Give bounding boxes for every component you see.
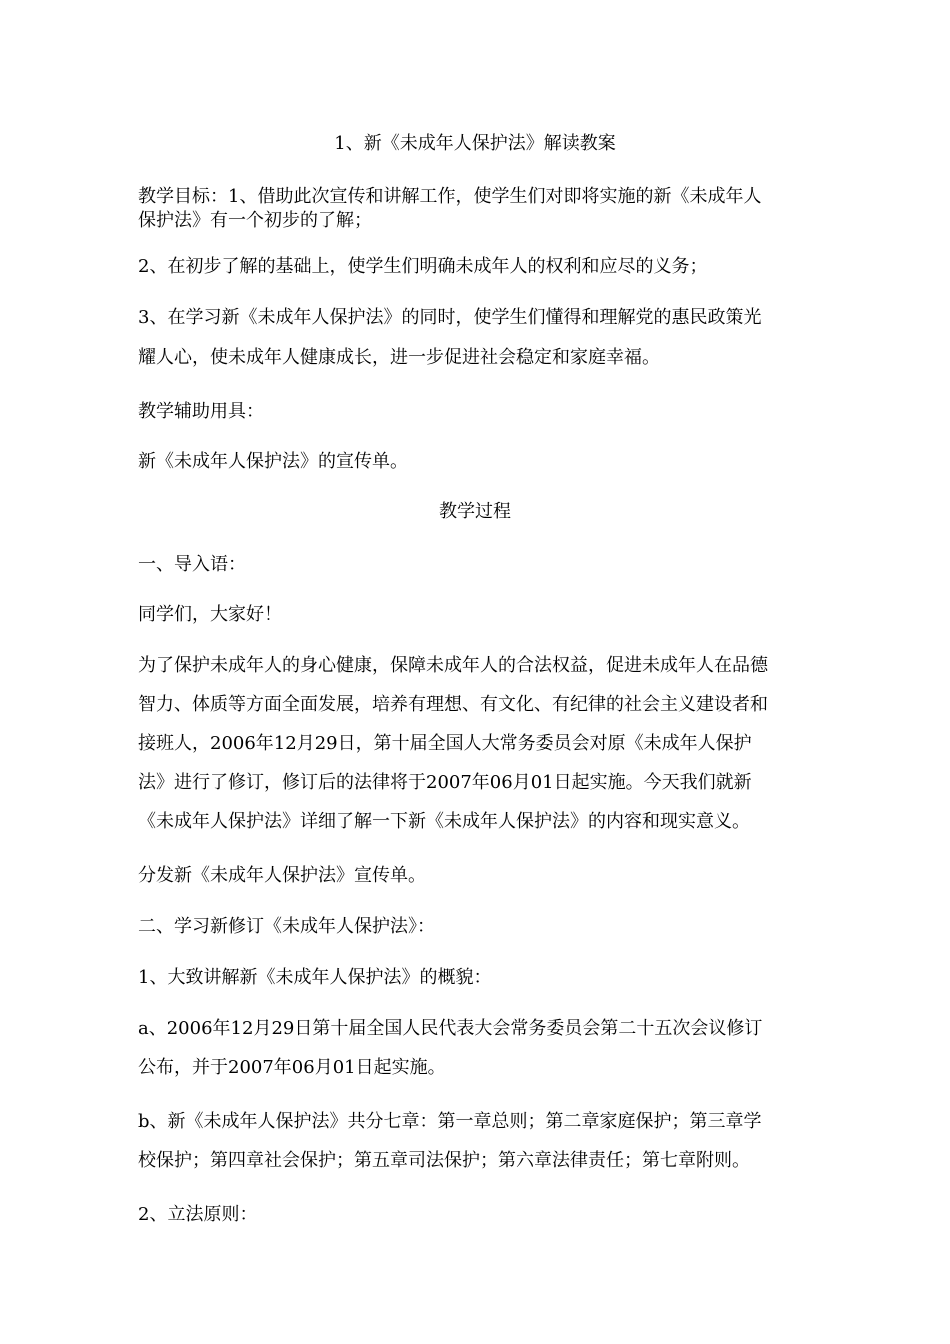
section1-heading: 一、导入语： bbox=[138, 554, 246, 575]
section2-a-line-2: 公布，并于2007年06月01日起实施。 bbox=[138, 1057, 446, 1078]
section1-paragraph-line-1: 为了保护未成年人的身心健康，保障未成年人的合法权益，促进未成年人在品德 bbox=[138, 655, 768, 676]
section2-a-line-1: a、2006年12月29日第十届全国人民代表大会常务委员会第二十五次会议修订 bbox=[138, 1018, 763, 1039]
aids-value: 新《未成年人保护法》的宣传单。 bbox=[138, 451, 408, 472]
document-title: 1、新《未成年人保护法》解读教案 bbox=[334, 133, 616, 154]
section2-sub2: 2、立法原则： bbox=[138, 1204, 258, 1225]
section2-sub1: 1、大致讲解新《未成年人保护法》的概貌： bbox=[138, 967, 492, 988]
objective-item-2: 2、在初步了解的基础上，使学生们明确未成年人的权利和应尽的义务； bbox=[138, 256, 708, 277]
section1-paragraph-line-3: 接班人，2006年12月29日，第十届全国人大常务委员会对原《未成年人保护 bbox=[138, 733, 752, 754]
section1-paragraph-line-2: 智力、体质等方面全面发展，培养有理想、有文化、有纪律的社会主义建设者和 bbox=[138, 694, 768, 715]
section1-greeting: 同学们，大家好！ bbox=[138, 604, 282, 625]
objectives-line-2: 保护法》有一个初步的了解； bbox=[138, 210, 372, 231]
objective-item-3-line-1: 3、在学习新《未成年人保护法》的同时，使学生们懂得和理解党的惠民政策光 bbox=[138, 307, 762, 328]
section1-paragraph-line-5: 《未成年人保护法》详细了解一下新《未成年人保护法》的内容和现实意义。 bbox=[138, 811, 750, 832]
distribute-line: 分发新《未成年人保护法》宣传单。 bbox=[138, 865, 426, 886]
objective-item-3-line-2: 耀人心，使未成年人健康成长，进一步促进社会稳定和家庭幸福。 bbox=[138, 347, 660, 368]
aids-label: 教学辅助用具： bbox=[138, 401, 264, 422]
section2-heading: 二、学习新修订《未成年人保护法》： bbox=[138, 916, 435, 937]
objectives-line-1: 教学目标：1、借助此次宣传和讲解工作，使学生们对即将实施的新《未成年人 bbox=[138, 186, 762, 207]
section1-paragraph-line-4: 法》进行了修订，修订后的法律将于2007年06月01日起实施。今天我们就新 bbox=[138, 772, 752, 793]
process-heading: 教学过程 bbox=[439, 501, 511, 522]
section2-b-line-2: 校保护；第四章社会保护；第五章司法保护；第六章法律责任；第七章附则。 bbox=[138, 1150, 750, 1171]
section2-b-line-1: b、新《未成年人保护法》共分七章：第一章总则；第二章家庭保护；第三章学 bbox=[138, 1111, 762, 1132]
